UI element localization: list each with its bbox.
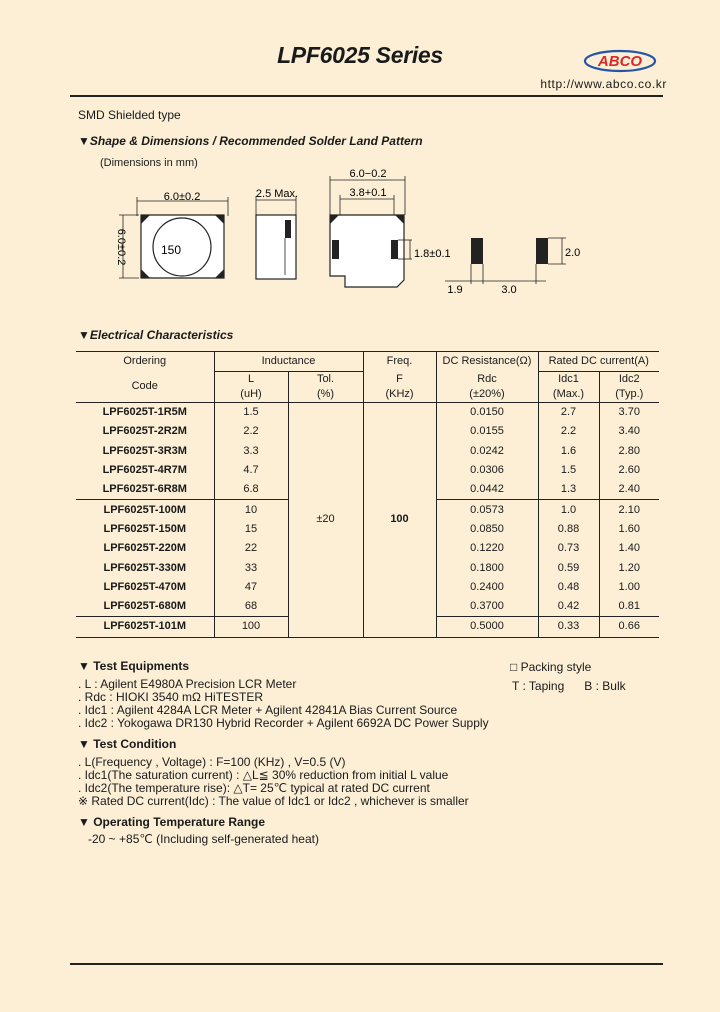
inductance-value: 100 xyxy=(214,617,288,637)
part-code: LPF6025T-3R3M xyxy=(102,444,187,457)
packing-title: □ Packing style xyxy=(510,660,592,674)
land-pattern-drawing xyxy=(445,238,580,296)
header-freq: Freq. xyxy=(363,352,436,372)
idc1-value: 1.3 xyxy=(538,480,599,500)
condition-line-4: ※ Rated DC current(Idc) : The value of Idc1 or Idc2 , whichever is smaller xyxy=(78,794,469,808)
svg-text:ABCO: ABCO xyxy=(597,53,643,70)
equipment-line-1: . L : Agilent E4980A Precision LCR Meter xyxy=(78,677,297,691)
idc1-value: 2.7 xyxy=(538,403,599,423)
bottom-view-drawing xyxy=(330,168,451,287)
operating-temp-value: -20 ~ +85℃ (Including self-generated heat) xyxy=(88,832,319,846)
rdc-value: 0.0442 xyxy=(436,480,538,500)
part-code: LPF6025T-680M xyxy=(103,600,187,613)
frequency-value: 100 xyxy=(363,403,436,638)
idc1-value: 0.88 xyxy=(538,520,599,539)
idc2-value: 0.66 xyxy=(599,617,659,637)
idc1-value: 0.73 xyxy=(538,539,599,558)
top-height-label: 6.0±0.2 xyxy=(115,228,127,266)
land-gap: 3.0 xyxy=(501,284,517,296)
idc1-value: 2.2 xyxy=(538,422,599,441)
equipment-line-2: . Rdc : HIOKI 3540 mΩ HiTESTER xyxy=(78,690,264,704)
inductance-value: 15 xyxy=(214,520,288,539)
rdc-value: 0.1220 xyxy=(436,539,538,558)
tolerance-value: ±20 xyxy=(288,403,363,638)
electrical-table: Ordering Inductance Freq. DC Resistance(Ω) Rated DC current(A) Code L Tol. F Rdc Idc1 Idc2 (uH) (%) (KHz) (±20%) (Max.) (Typ.) LPF6025T-1R5M 1.5 ±20 100 0.0150 2.7 3.70 LPF6025T-2R2M 2.2 0.0155 2.2 3.40 LPF6025T-3R3M 3.3 0.0242 1.6 2.80 LPF6025T-4R7M 4.7 0.0306 1.5 2.60 LPF6025T-6R8M 6.8 0.0442 1.3 2.40 LPF6025T-100M 10 0.0573 1.0 2.10 LPF6025T-150M 15 0.0850 0.88 1.60 LPF6025T-220M 22 0.1220 0.73 1.40 LPF6025T-330M 33 0.1800 0.59 1.20 LPF6025T-470M 47 0.2400 0.48 1.00 LPF6025T-680M 68 0.3700 0.42 0.81 LPF6025T-101M 100 0.5000 0.33 0.66 xyxy=(76,351,659,638)
header-divider xyxy=(70,95,663,97)
idc2-value: 2.10 xyxy=(599,500,659,520)
header-code: Code xyxy=(131,380,158,393)
part-code: LPF6025T-100M xyxy=(76,500,214,520)
website-link[interactable]: http://www.abco.co.kr xyxy=(540,77,667,91)
idc2-value: 3.40 xyxy=(599,422,659,441)
inductance-value: 33 xyxy=(214,558,288,577)
equipment-line-4: . Idc2 : Yokogawa DR130 Hybrid Recorder + Agilent 6692A DC Power Supply xyxy=(78,716,489,730)
part-code: LPF6025T-150M xyxy=(103,522,187,535)
land-pad-height: 2.0 xyxy=(565,247,581,259)
dimension-drawings xyxy=(0,160,720,300)
inductance-value: 47 xyxy=(214,578,288,597)
header-dcr: DC Resistance(Ω) xyxy=(436,352,538,372)
rdc-value: 0.2400 xyxy=(436,578,538,597)
type-label: SMD Shielded type xyxy=(78,108,181,122)
rdc-value: 0.0306 xyxy=(436,461,538,480)
test-equipments-title: ▼ Test Equipments xyxy=(78,659,189,673)
inductance-value: 68 xyxy=(214,597,288,617)
side-view-drawing xyxy=(256,188,298,279)
bottom-width-label: 6.0−0.2 xyxy=(349,168,387,180)
condition-line-1: . L(Frequency , Voltage) : F=100 (KHz) , V=0.5 (V) xyxy=(78,755,346,769)
part-code: LPF6025T-470M xyxy=(103,580,187,593)
marking-150: 150 xyxy=(160,243,182,257)
idc2-value: 1.00 xyxy=(599,578,659,597)
page-title: LPF6025 Series xyxy=(277,42,443,68)
idc2-value: 2.80 xyxy=(599,442,659,461)
inductance-value: 2.2 xyxy=(214,422,288,441)
idc2-value: 1.40 xyxy=(599,539,659,558)
inductance-value: 1.5 xyxy=(214,403,288,423)
bottom-pad-label: 1.8±0.1 xyxy=(414,248,451,260)
rdc-value: 0.1800 xyxy=(436,558,538,577)
part-code: LPF6025T-330M xyxy=(103,561,187,574)
rdc-value: 0.5000 xyxy=(436,617,538,637)
idc1-value: 0.59 xyxy=(538,558,599,577)
part-code: LPF6025T-6R8M xyxy=(102,483,187,496)
inductance-value: 4.7 xyxy=(214,461,288,480)
footer-divider xyxy=(70,963,663,965)
rdc-value: 0.0242 xyxy=(436,442,538,461)
rdc-value: 0.0850 xyxy=(436,520,538,539)
inductance-value: 6.8 xyxy=(214,480,288,500)
top-width-label: 6.0±0.2 xyxy=(163,191,201,203)
equipment-line-3: . Idc1 : Agilent 4284A LCR Meter + Agilent 42841A Bias Current Source xyxy=(78,703,458,717)
rdc-value: 0.3700 xyxy=(436,597,538,617)
electrical-section-title: ▼Electrical Characteristics xyxy=(78,328,234,342)
header-inductance: Inductance xyxy=(214,352,363,372)
idc1-value: 1.5 xyxy=(538,461,599,480)
side-height-label: 2.5 Max. xyxy=(255,188,299,200)
idc2-value: 2.40 xyxy=(599,480,659,500)
shape-section-title: ▼Shape & Dimensions / Recommended Solder Land Pattern xyxy=(78,134,423,148)
part-code: LPF6025T-220M xyxy=(103,542,187,555)
test-condition-title: ▼ Test Condition xyxy=(78,737,177,751)
inductance-value: 3.3 xyxy=(214,442,288,461)
operating-temp-title: ▼ Operating Temperature Range xyxy=(78,815,266,829)
idc2-value: 0.81 xyxy=(599,597,659,617)
condition-line-2: . Idc1(The saturation current) : △L≦ 30% reduction from initial L value xyxy=(78,768,449,782)
bottom-inner-label: 3.8+0.1 xyxy=(349,187,387,199)
condition-line-3: . Idc2(The temperature rise): △T= 25℃ typical at rated DC current xyxy=(78,781,430,795)
idc2-value: 2.60 xyxy=(599,461,659,480)
rdc-value: 0.0573 xyxy=(436,500,538,520)
part-code: LPF6025T-101M xyxy=(76,617,214,637)
idc2-value: 1.60 xyxy=(599,520,659,539)
part-code: LPF6025T-4R7M xyxy=(102,464,187,477)
inductance-value: 10 xyxy=(214,500,288,520)
idc1-value: 1.0 xyxy=(538,500,599,520)
inductance-value: 22 xyxy=(214,539,288,558)
idc1-value: 0.33 xyxy=(538,617,599,637)
rdc-value: 0.0150 xyxy=(436,403,538,423)
idc1-value: 0.42 xyxy=(538,597,599,617)
rdc-value: 0.0155 xyxy=(436,422,538,441)
header-rated: Rated DC current(A) xyxy=(538,352,659,372)
units-note: (Dimensions in mm) xyxy=(100,157,198,169)
idc1-value: 1.6 xyxy=(538,442,599,461)
top-view-drawing xyxy=(115,191,228,278)
packing-options: T : Taping B : Bulk xyxy=(512,679,626,693)
abco-logo xyxy=(582,48,658,74)
idc2-value: 1.20 xyxy=(599,558,659,577)
idc2-value: 3.70 xyxy=(599,403,659,423)
part-code: LPF6025T-2R2M xyxy=(102,425,187,438)
idc1-value: 0.48 xyxy=(538,578,599,597)
land-pad-width: 1.9 xyxy=(447,284,463,296)
part-code: LPF6025T-1R5M xyxy=(76,403,214,423)
table-row xyxy=(76,403,659,423)
header-ordering: Ordering xyxy=(76,352,214,372)
